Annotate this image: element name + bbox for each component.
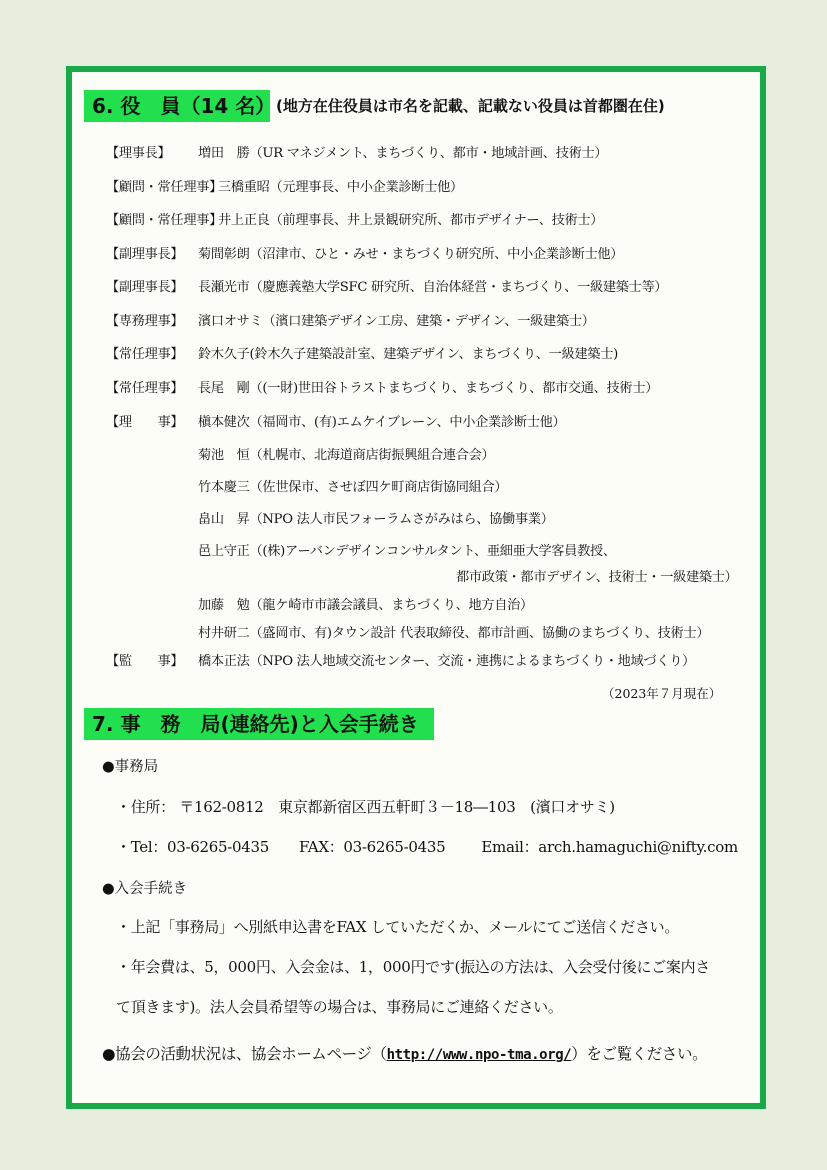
officer-text: 畠山 昇（NPO 法人市民フォーラムさがみはら、協働事業）: [198, 512, 554, 527]
officer-role: 【常任理事】: [106, 347, 184, 362]
officer-text: 三橋重昭（元理事長、中小企業診断士他）: [218, 180, 463, 195]
homepage-link[interactable]: http://www.npo-tma.org/: [386, 1047, 572, 1063]
footer-suffix: ）をご覧ください。: [571, 1045, 708, 1063]
officer-row: [106, 276, 667, 295]
content-frame: [66, 66, 766, 1109]
join-title: ●入会手続き: [102, 881, 188, 897]
footer-prefix: ●協会の活動状況は、協会ホームページ（: [102, 1045, 387, 1063]
address-line: [116, 796, 615, 817]
section-7-heading: 7. 事 務 局(連絡先)と入会手続き: [84, 708, 434, 740]
join-line: て頂きます)。法人会員希望等の場合は、事務局にご連絡ください。: [116, 998, 563, 1016]
officer-role: 【理事長】: [106, 146, 171, 161]
officer-role: 【理 事】: [106, 415, 184, 430]
officer-row: [106, 476, 507, 495]
officer-row: [106, 142, 607, 161]
officer-row: [106, 343, 618, 362]
officer-row: [106, 508, 554, 527]
officer-text: 橋本正法（NPO 法人地域交流センター、交流・連携によるまちづくり・地域づくり）: [198, 654, 695, 669]
officer-row: [106, 310, 595, 329]
as-of-date: （2023年７月現在）: [602, 686, 722, 701]
officer-text: 鈴木久子(鈴木久子建築設計室、建築デザイン、まちづくり、一級建築士): [198, 347, 618, 362]
join-line: ・上記「事務局」へ別紙申込書をFAX していただくか、メールにてご送信ください。: [116, 918, 680, 936]
officer-role: 【顧問・常任理事】: [106, 180, 222, 195]
officer-text: 加藤 勉（龍ケ崎市市議会議員、まちづくり、地方自治）: [198, 598, 533, 613]
officer-row: [106, 377, 658, 396]
officer-row: [106, 540, 616, 559]
officer-role: 【監 事】: [106, 654, 184, 669]
email-value[interactable]: Email：arch.hamaguchi@nifty.com: [481, 838, 738, 856]
officer-text: 竹本慶三（佐世保市、させぼ四ケ町商店街協同組合）: [198, 480, 508, 495]
officer-row: [106, 176, 463, 195]
officer-text: 菊間彰朗（沼津市、ひと・みせ・まちづくり研究所、中小企業診断士他）: [198, 247, 624, 262]
officer-row: [106, 444, 494, 463]
officer-text: 長尾 剛（(一財)世田谷トラストまちづくり、まちづくり、都市交通、技術士）: [198, 381, 659, 396]
join-line: ・年会費は、5，000円、入会金は、1，000円です(振込の方法は、入会受付後にご案内さ: [116, 958, 711, 976]
officer-row: [106, 594, 533, 613]
officer-row: [106, 650, 695, 669]
officer-role: 【専務理事】: [106, 314, 184, 329]
section-6-heading: 6. 役 員（14 名）: [84, 90, 270, 122]
officer-row: [106, 411, 565, 430]
address-value: 〒162-0812 東京都新宿区西五軒町３－18―103 (濱口オサミ): [179, 798, 615, 816]
officer-text: 村井研二（盛岡市、有)タウン設計 代表取締役、都市計画、協働のまちづくり、技術士）: [198, 626, 710, 641]
officer-text: 槇本健次（福岡市、(有)エムケイブレーン、中小企業診断士他）: [198, 415, 566, 430]
officer-text: 菊池 恒（札幌市、北海道商店街振興組合連合会）: [198, 448, 495, 463]
footer-note: [102, 1042, 707, 1064]
officer-text: 井上正良（前理事長、井上景観研究所、都市デザイナー、技術士）: [218, 213, 604, 228]
officer-text: 濱口オサミ（濱口建築デザイン工房、建築・デザイン、一級建築士）: [198, 314, 595, 329]
officer-row-continuation: 都市政策・都市デザイン、技術士・一級建築士）: [456, 570, 738, 585]
officer-role: 【常任理事】: [106, 381, 184, 396]
officer-text: 邑上守正（(株)アーバンデザインコンサルタント、亜細亜大学客員教授、: [198, 544, 616, 559]
tel-value: ・Tel：03-6265-0435: [116, 838, 269, 856]
address-label: ・住所：: [116, 798, 175, 816]
officer-role: 【副理事長】: [106, 280, 184, 295]
contact-line: [116, 836, 738, 857]
officer-role: 【副理事長】: [106, 247, 184, 262]
officer-role: 【顧問・常任理事】: [106, 213, 222, 228]
office-title: ●事務局: [102, 759, 159, 775]
officer-row: [106, 243, 623, 262]
officer-row: [106, 622, 709, 641]
fax-value: FAX：03-6265-0435: [299, 838, 446, 856]
section-6-note: (地方在住役員は市名を記載、記載ない役員は首都圏在住): [276, 97, 665, 115]
officer-row: [106, 209, 603, 228]
officer-text: 増田 勝（UR マネジメント、まちづくり、都市・地域計画、技術士）: [198, 146, 608, 161]
officer-text: 長瀬光市（慶應義塾大学SFC 研究所、自治体経営・まちづくり、一級建築士等）: [198, 280, 668, 295]
